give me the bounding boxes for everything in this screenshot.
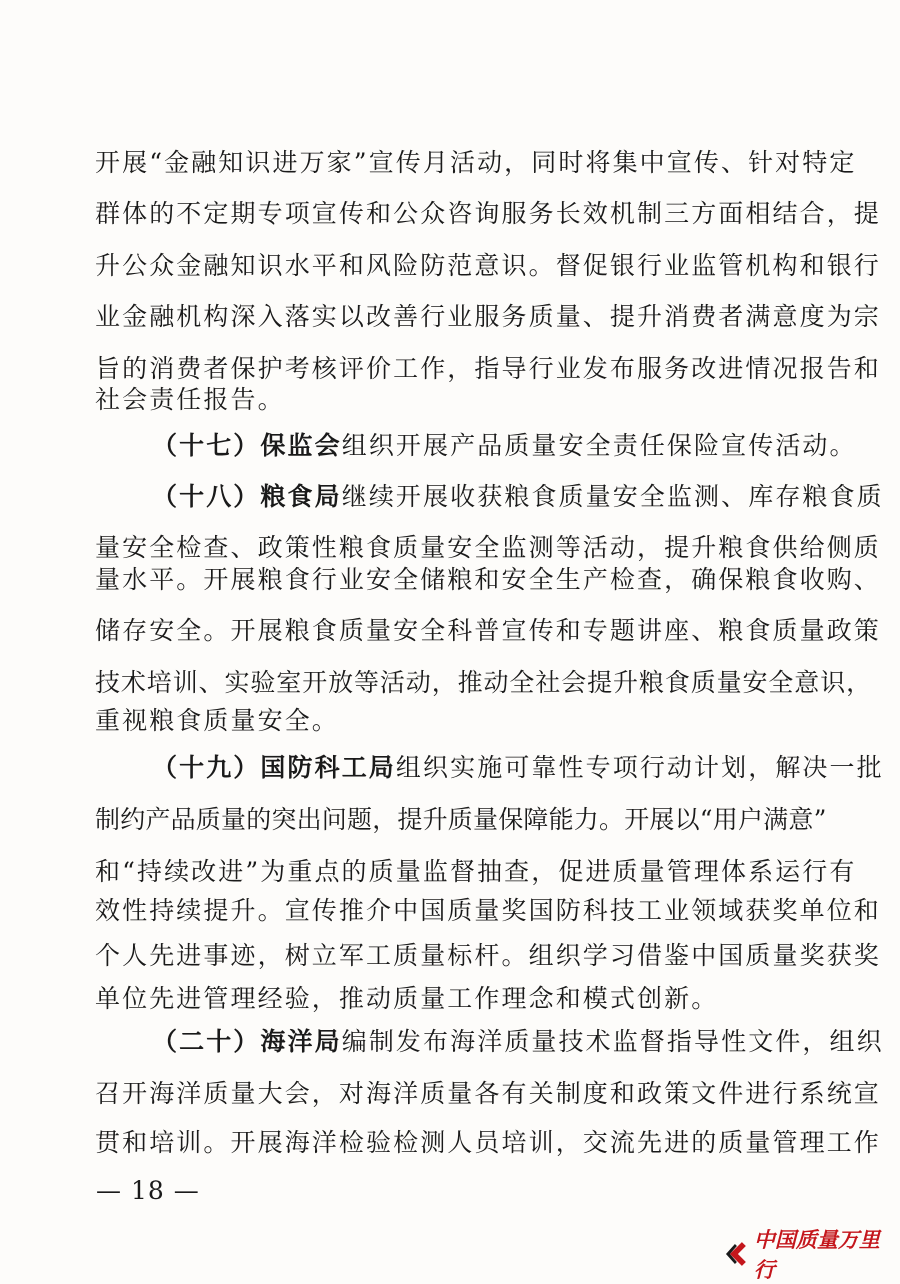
section-number: （十八） (152, 482, 261, 511)
paragraph-line: 量安全检查、政策性粮食质量安全监测等活动，提升粮食供给侧质 (95, 533, 881, 562)
section-number: （十七） (152, 431, 261, 460)
paragraph-line: 社会责任报告。 (95, 385, 285, 414)
section-text: 组织实施可靠性专项行动计划，解决一批 (395, 753, 884, 782)
paragraph-line: 量水平。开展粮食行业安全储粮和安全生产检查，确保粮食收购、 (95, 565, 881, 594)
brand-chevron-icon (722, 1239, 752, 1269)
section-20-heading (152, 1027, 884, 1057)
section-number: （十九） (152, 753, 261, 782)
section-text: 组织开展产品质量安全责任保险宣传活动。 (341, 431, 857, 460)
paragraph-line: 升公众金融知识水平和风险防范意识。督促银行业监管机构和银行 (95, 251, 881, 280)
paragraph-line: 群体的不定期专项宣传和公众咨询服务长效机制三方面相结合，提 (95, 199, 881, 228)
paragraph-line: 和“持续改进”为重点的质量监督抽查，促进质量管理体系运行有 (95, 857, 857, 886)
agency-name: 海洋局 (260, 1027, 342, 1056)
paragraph-line: 技术培训、实验室开放等活动，推动全社会提升粮食质量安全意识， (95, 668, 873, 697)
section-18-heading (152, 482, 884, 512)
watermark-text: 中国质量万里行 (753, 1228, 880, 1282)
paragraph-line: 重视粮食质量安全。 (95, 706, 339, 735)
paragraph-line: 旨的消费者保护考核评价工作，指导行业发布服务改进情况报告和 (95, 354, 881, 383)
paragraph-line: 召开海洋质量大会，对海洋质量各有关制度和政策文件进行系统宣 (95, 1079, 881, 1108)
section-17-heading (152, 431, 857, 461)
section-number: （二十） (152, 1027, 261, 1056)
agency-name: 粮食局 (260, 482, 342, 511)
paragraph-line: 业金融机构深入落实以改善行业服务质量、提升消费者满意度为宗 (95, 302, 881, 331)
agency-name: 保监会 (260, 431, 342, 460)
paragraph-line: 贯和培训。开展海洋检验检测人员培训，交流先进的质量管理工作 (95, 1128, 881, 1157)
paragraph-line: 储存安全。开展粮食质量安全科普宣传和专题讲座、粮食质量政策 (95, 616, 881, 645)
section-text: 编制发布海洋质量技术监督指导性文件，组织 (341, 1027, 884, 1056)
paragraph-line: 单位先进管理经验，推动质量工作理念和模式创新。 (95, 984, 719, 1013)
section-text: 继续开展收获粮食质量安全监测、库存粮食质 (341, 482, 884, 511)
paragraph-line: 个人先进事迹，树立军工质量标杆。组织学习借鉴中国质量奖获奖 (95, 941, 881, 970)
paragraph-line: 开展“金融知识进万家”宣传月活动，同时将集中宣传、针对特定 (95, 148, 857, 177)
watermark (722, 1228, 900, 1282)
page-number: — 18 — (96, 1176, 200, 1205)
paragraph-line: 制约产品质量的突出问题，提升质量保障能力。开展以“用户满意” (95, 805, 827, 834)
section-19-heading (152, 753, 884, 783)
agency-name: 国防科工局 (260, 753, 396, 782)
paragraph-line: 效性持续提升。宣传推介中国质量奖国防科技工业领域获奖单位和 (95, 896, 881, 925)
